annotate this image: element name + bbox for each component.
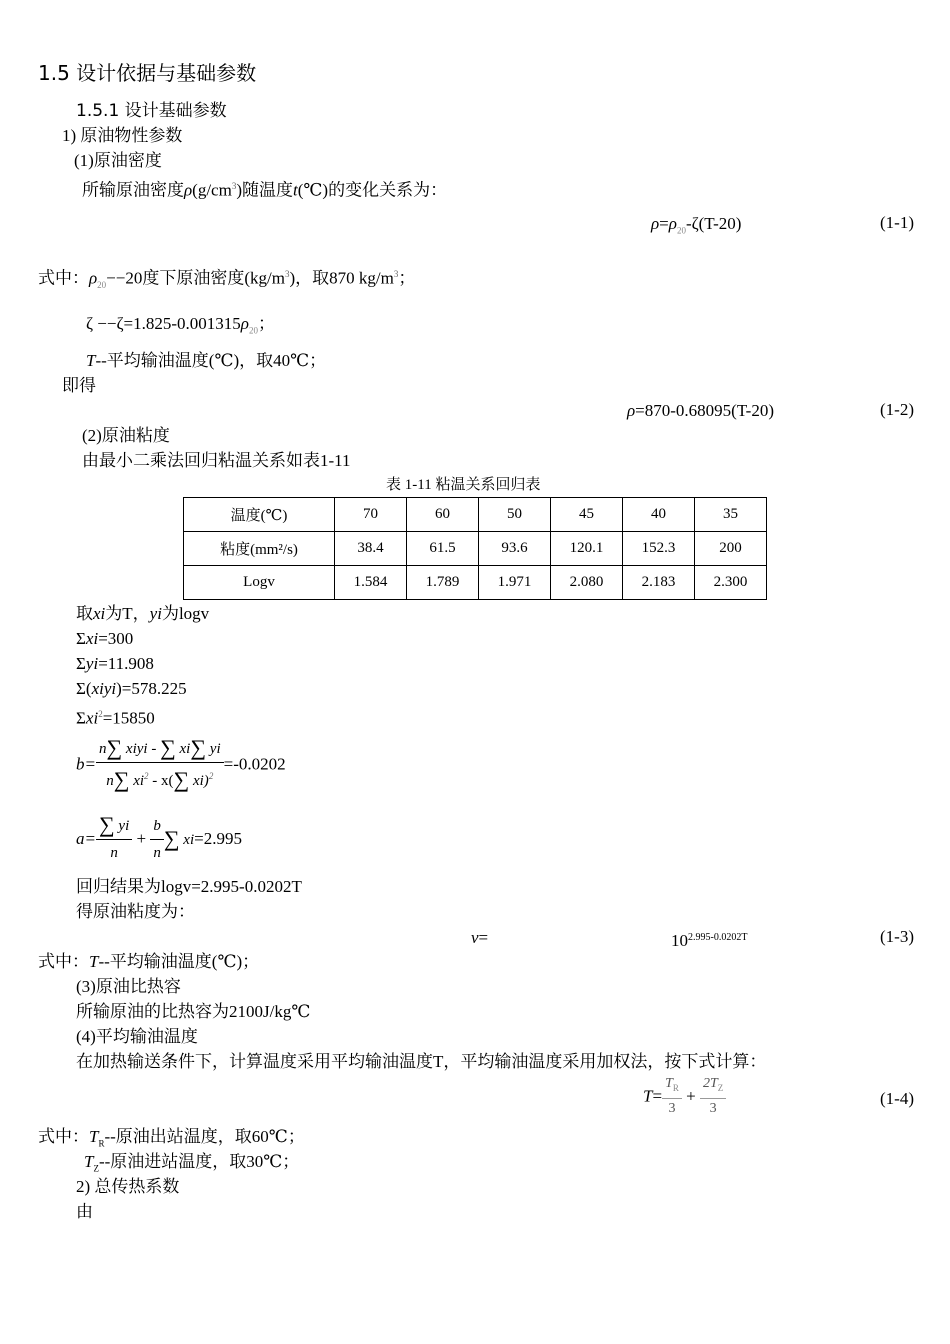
table-cell: 粘度(mm²/s) [184,532,335,566]
define-xi-yi: 取xi为T，yi为logv [76,604,210,623]
formula-a: a= $\frac{\sum yi}{n}$ + $\frac{b}{n}$ ∑ xi=2.995 [76,812,242,861]
formula-b: b= $\frac{\text{n∑ xiyi - ∑ xi∑ yi}}{n\sum xi^2 - x(\sum xi)^2}$ =-0.0202 [76,735,286,792]
table-cell: 60 [407,498,479,532]
regression-result: 回归结果为logv=2.995-0.0202T [76,877,302,896]
where-T: T--平均输油温度(℃)，取40℃； [86,351,327,370]
average-temperature-paragraph: 在加热输送条件下，计算温度采用平均输油温度T，平均输油温度采用加权法，按下式计算： [76,1052,767,1071]
table-cell: 温度(℃) [184,498,335,532]
table-row [184,566,767,600]
table-cell: 2.183 [623,566,695,600]
where-TZ: $T_Z--$原油进站温度，取30℃； [84,1152,300,1174]
table-row [184,532,767,566]
table-cell: 40 [623,498,695,532]
item-specific-heat: (3)原油比热容 [76,977,181,996]
equation-1-3-rhs: $10^{2.995-0.0202T}$ [671,931,748,950]
table-cell: 38.4 [335,532,407,566]
table-cell: 2.300 [695,566,767,600]
table-cell: 61.5 [407,532,479,566]
where-TR: 式中：$T_R--$原油出站温度，取60℃； [38,1127,305,1149]
table-cell: 93.6 [479,532,551,566]
table-caption: 表 1-11 粘温关系回归表 [386,477,541,493]
item-oil-properties: 1) 原油物性参数 [62,126,183,145]
therefore-text: 即得 [62,376,96,395]
table-cell: 152.3 [623,532,695,566]
table-cell: 35 [695,498,767,532]
equation-number-1-4: (1-4) [880,1089,914,1108]
table-cell: 50 [479,498,551,532]
table-cell: 1.584 [335,566,407,600]
table-cell: 45 [551,498,623,532]
sum-yi: Σyi=11.908 [76,654,154,673]
where-zeta: $\zeta --\zeta=1.825-0.001315\rho_{20}$； [86,314,275,336]
table-cell: 120.1 [551,532,623,566]
density-paragraph: 所输原油密度$\rho(g/cm^3)$随温度t(℃)的变化关系为： [82,180,448,200]
equation-1-4: T= $\frac{T_R}{3}$ + $\frac{2T_Z}{3}$ [643,1074,726,1119]
equation-number-1-2: (1-2) [880,400,914,419]
equation-1-2: ρ=870-0.68095(T-20) [627,401,774,420]
table-cell: 70 [335,498,407,532]
table-cell: 2.080 [551,566,623,600]
item-oil-density: (1)原油密度 [74,151,162,170]
where-T-viscosity: 式中：T--平均输油温度(℃)； [38,952,260,971]
where-rho20: 式中：$\rho_{20}--20$度下原油密度$(kg/m^3)$，取870 $kg/m^3$； [38,268,416,291]
item-average-temperature: (4)平均输油温度 [76,1027,198,1046]
table-cell: Logv [184,566,335,600]
sum-xi: Σxi=300 [76,629,134,648]
subsection-heading: 1.5.1 设计基础参数 [76,101,227,121]
sum-xi-squared: Σxi$^2$=15850 [76,708,155,728]
equation-number-1-3: (1-3) [880,927,914,946]
viscosity-temperature-table [183,497,767,600]
item-oil-viscosity: (2)原油粘度 [82,426,170,445]
table-cell: 1.789 [407,566,479,600]
item-heat-transfer-coefficient: 2) 总传热系数 [76,1177,180,1196]
sum-xiyi: Σ(xiyi)=578.225 [76,679,187,698]
viscosity-paragraph: 由最小二乘法回归粘温关系如表1-11 [82,451,351,470]
equation-1-1: $\rho=\rho_{20}-\zeta(T-20)$ [651,214,742,236]
specific-heat-paragraph: 所输原油的比热容为2100J/kg℃ [76,1002,311,1021]
table-cell: 1.971 [479,566,551,600]
table-row [184,498,767,532]
table-cell: 200 [695,532,767,566]
section-heading: 1.5 设计依据与基础参数 [38,61,257,85]
viscosity-result-intro: 得原油粘度为： [76,902,195,921]
equation-1-3-lhs: v= [471,928,489,947]
heat-transfer-intro: 由 [76,1202,93,1221]
equation-number-1-1: (1-1) [880,213,914,232]
